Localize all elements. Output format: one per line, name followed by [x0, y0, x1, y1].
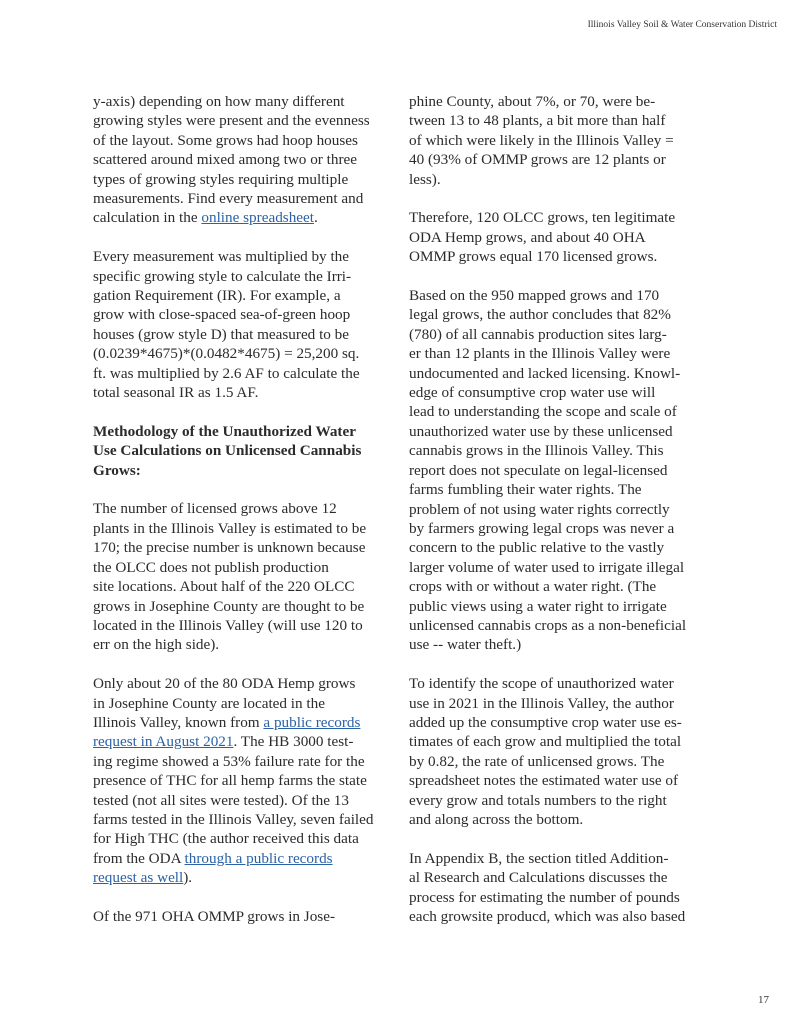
paragraph-ommp-start — [93, 907, 393, 926]
text-line: cannabis grows in the Illinois Valley. This — [409, 442, 664, 460]
text-line: report does not speculate on legal-licensed — [409, 461, 668, 479]
paragraph-layout-measurements — [93, 92, 393, 228]
section-heading — [93, 422, 393, 480]
text-line: (780) of all cannabis production sites larg- — [409, 325, 667, 343]
text-line: concern to the public relative to the vastly — [409, 539, 665, 557]
text-line: 170; the precise number is unknown because — [93, 539, 366, 557]
public-records-request-link-cont[interactable]: request in August 2021 — [93, 733, 234, 751]
text-line: y-axis) depending on how many different — [93, 93, 345, 110]
paragraph-oda-hemp — [93, 674, 393, 887]
oda-records-request-link[interactable]: through a public records — [184, 849, 333, 867]
text-line: al Research and Calculations discusses the — [409, 869, 668, 887]
text-line: and along across the bottom. — [409, 810, 584, 828]
text-line: gation Requirement (IR). For example, a — [93, 287, 341, 305]
text-line: use -- water theft.) — [409, 636, 522, 654]
text-line: edge of consumptive crop water use will — [409, 384, 656, 402]
page-number: 17 — [758, 994, 769, 1006]
text-line: farms fumbling their water rights. The — [409, 481, 642, 499]
text-line: presence of THC for all hemp farms the state — [93, 772, 367, 790]
text-line: timates of each grow and multiplied the total — [409, 733, 682, 751]
paragraph-unlicensed-conclusion — [409, 286, 709, 655]
text-line — [93, 868, 393, 887]
text-fragment: calculation in the — [93, 209, 202, 227]
text-fragment: Illinois Valley, known from — [93, 713, 264, 731]
text-line: in Josephine County are located in the — [93, 694, 325, 712]
text-line: unauthorized water use by these unlicensed — [409, 422, 673, 440]
text-line: added up the consumptive crop water use es- — [409, 713, 682, 731]
text-line — [93, 208, 393, 227]
online-spreadsheet-link[interactable]: online spreadsheet — [201, 209, 314, 227]
text-line: every grow and totals numbers to the right — [409, 791, 667, 809]
paragraph-ommp-cont — [409, 92, 709, 189]
text-line: legal grows, the author concludes that 82% — [409, 306, 671, 324]
text-line: Based on the 950 mapped grows and 170 — [409, 287, 660, 305]
text-line: The number of licensed grows above 12 — [93, 500, 337, 518]
text-line: types of growing styles requiring multiple — [93, 170, 349, 188]
text-line: the OLCC does not publish production — [93, 558, 329, 576]
text-fragment: . — [314, 209, 318, 227]
text-line: tested (not all sites were tested). Of the 13 — [93, 791, 349, 809]
running-header: Illinois Valley Soil & Water Conservation District — [587, 20, 777, 30]
text-line: site locations. About half of the 220 OLCC — [93, 578, 355, 596]
text-line: er than 12 plants in the Illinois Valley were — [409, 345, 671, 363]
text-line: total seasonal IR as 1.5 AF. — [93, 384, 259, 402]
text-line: spreadsheet notes the estimated water use of — [409, 772, 679, 790]
text-line: of the layout. Some grows had hoop houses — [93, 131, 358, 149]
paragraph-irrigation-requirement — [93, 247, 393, 402]
text-line: Every measurement was multiplied by the — [93, 248, 350, 266]
text-line: undocumented and lacked licensing. Knowl- — [409, 364, 681, 382]
text-line — [93, 849, 393, 868]
public-records-request-link[interactable]: a public records — [263, 713, 361, 731]
text-line: lead to understanding the scope and scale of — [409, 403, 677, 421]
text-line: ft. was multiplied by 2.6 AF to calculate the — [93, 364, 360, 382]
text-line: OMMP grows equal 170 licensed grows. — [409, 248, 658, 266]
text-line: by farmers growing legal crops was never a — [409, 519, 675, 537]
text-line: 40 (93% of OMMP grows are 12 plants or — [409, 151, 666, 169]
text-fragment: ). — [183, 869, 193, 887]
text-line: ing regime showed a 53% failure rate for the — [93, 752, 365, 770]
heading-line: Methodology of the Unauthorized Water — [93, 422, 356, 440]
paragraph-appendix-b — [409, 849, 709, 927]
heading-line: Grows: — [93, 461, 141, 479]
text-line: problem of not using water rights correctly — [409, 500, 670, 518]
text-line: by 0.82, the rate of unlicensed grows. The — [409, 752, 665, 770]
left-column — [93, 92, 393, 946]
text-fragment: . The HB 3000 test- — [233, 733, 354, 751]
text-line: use in 2021 in the Illinois Valley, the author — [409, 694, 674, 712]
text-line: Only about 20 of the 80 ODA Hemp grows — [93, 675, 356, 693]
text-line: unlicensed cannabis crops as a non-beneficial — [409, 616, 687, 634]
paragraph-licensed-total — [409, 208, 709, 266]
text-line: process for estimating the number of pounds — [409, 888, 680, 906]
text-line: for High THC (the author received this data — [93, 830, 359, 848]
text-line: of which were likely in the Illinois Valley = — [409, 131, 674, 149]
text-line: plants in the Illinois Valley is estimated to be — [93, 519, 367, 537]
paragraph-scope-method — [409, 674, 709, 829]
text-line: tween 13 to 48 plants, a bit more than half — [409, 112, 666, 130]
right-column — [409, 92, 709, 946]
text-line: located in the Illinois Valley (will use 120 to — [93, 616, 363, 634]
text-line — [93, 713, 393, 732]
text-line: each growsite producd, which was also based — [409, 908, 686, 925]
text-line: In Appendix B, the section titled Addition- — [409, 849, 669, 867]
text-line: houses (grow style D) that measured to be — [93, 325, 350, 343]
text-line — [93, 732, 393, 751]
text-line: To identify the scope of unauthorized water — [409, 675, 674, 693]
text-line: grows in Josephine County are thought to be — [93, 597, 365, 615]
text-line: larger volume of water used to irrigate illegal — [409, 558, 685, 576]
text-line: farms tested in the Illinois Valley, seven failed — [93, 810, 374, 828]
text-line: crops with or without a water right. (The — [409, 578, 657, 596]
paragraph-licensed-grows — [93, 499, 393, 654]
text-line: less). — [409, 170, 441, 188]
oda-records-request-link-cont[interactable]: request as well — [93, 869, 184, 887]
heading-line: Use Calculations on Unlicensed Cannabis — [93, 442, 362, 460]
text-line: public views using a water right to irrigate — [409, 597, 667, 615]
text-line: measurements. Find every measurement and — [93, 190, 364, 208]
text-fragment: from the ODA — [93, 849, 185, 867]
text-line: Of the 971 OHA OMMP grows in Jose- — [93, 907, 336, 925]
text-line: specific growing style to calculate the Irri- — [93, 267, 352, 285]
text-line: Therefore, 120 OLCC grows, ten legitimate — [409, 209, 676, 227]
text-line: ODA Hemp grows, and about 40 OHA — [409, 228, 646, 246]
text-line: grow with close-spaced sea-of-green hoop — [93, 306, 351, 324]
text-line: phine County, about 7%, or 70, were be- — [409, 93, 656, 110]
text-line: growing styles were present and the evenness — [93, 112, 370, 130]
text-line: err on the high side). — [93, 636, 220, 654]
text-line: (0.0239*4675)*(0.0482*4675) = 25,200 sq. — [93, 345, 360, 363]
text-line: scattered around mixed among two or three — [93, 151, 358, 169]
